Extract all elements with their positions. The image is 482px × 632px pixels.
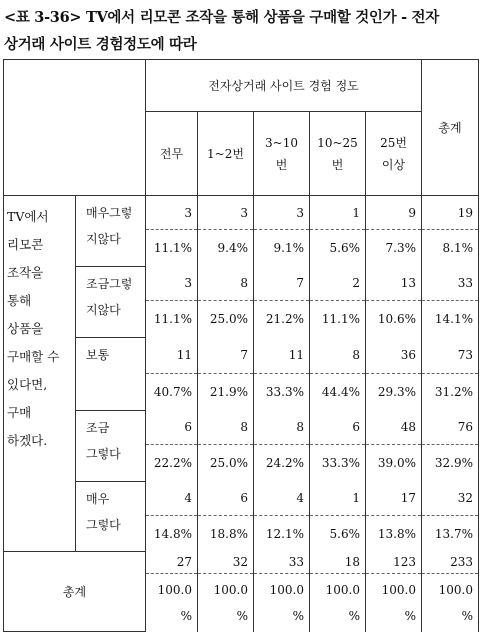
total-percent-cell [198, 574, 254, 632]
total-percent-sign: % [236, 608, 248, 623]
total-count-cell: 18 [310, 552, 366, 574]
percent-cell: 33.3% [310, 445, 366, 482]
percent-cell: 11.1% [146, 301, 198, 338]
total-header: 총계 [422, 60, 479, 196]
group-header: 전자상거래 사이트 경험 정도 [146, 60, 422, 112]
count-cell: 33 [422, 267, 479, 301]
row-label-line: 매우그렇 [86, 206, 133, 220]
row-label-line: 지않다 [86, 303, 121, 317]
row-label-line: 지않다 [86, 232, 121, 246]
total-count-cell: 33 [254, 552, 310, 574]
percent-cell: 14.1% [422, 301, 479, 338]
total-percent-value: 100.0 [213, 582, 248, 597]
total-percent-value: 100.0 [381, 582, 416, 597]
total-row [4, 552, 479, 574]
count-cell: 11 [254, 338, 310, 374]
total-percent-cell [366, 574, 422, 632]
table-row [4, 482, 479, 516]
percent-cell: 21.2% [254, 301, 310, 338]
percent-cell: 10.6% [366, 301, 422, 338]
percent-cell: 32.9% [422, 445, 479, 482]
total-count-cell: 123 [366, 552, 422, 574]
question-line: 조작을 [7, 265, 44, 280]
question-line: 리모콘 [7, 237, 44, 252]
percent-cell: 13.7% [422, 516, 479, 552]
count-cell: 3 [198, 196, 254, 230]
percent-cell: 24.2% [254, 445, 310, 482]
percent-cell: 9.1% [254, 230, 310, 267]
corner-cell [4, 60, 146, 196]
count-cell: 13 [366, 267, 422, 301]
count-cell: 8 [198, 267, 254, 301]
total-percent-value: 100.0 [438, 582, 473, 597]
total-percent-cell [146, 574, 198, 632]
total-count-cell: 32 [198, 552, 254, 574]
count-cell: 3 [146, 196, 198, 230]
question-line: 하겠다. [7, 433, 48, 448]
count-cell: 19 [422, 196, 479, 230]
table-row [4, 338, 479, 374]
count-cell: 73 [422, 338, 479, 374]
total-percent-cell [254, 574, 310, 632]
percent-cell: 39.0% [366, 445, 422, 482]
question-line: 구매할 수 [7, 349, 60, 364]
percent-cell: 13.8% [366, 516, 422, 552]
percent-cell: 25.0% [198, 301, 254, 338]
count-cell: 76 [422, 411, 479, 445]
row-label-line: 그렇다 [86, 518, 121, 532]
total-percent-sign: % [404, 608, 416, 623]
count-cell: 8 [198, 411, 254, 445]
total-count-cell: 233 [422, 552, 479, 574]
count-cell: 6 [198, 482, 254, 516]
count-cell: 7 [254, 267, 310, 301]
row-label-line: 그렇다 [86, 447, 121, 461]
crosstab-table [3, 59, 479, 632]
percent-cell: 44.4% [310, 374, 366, 411]
count-cell: 6 [146, 411, 198, 445]
percent-cell: 11.1% [146, 230, 198, 267]
table-row [4, 267, 479, 301]
percent-cell: 33.3% [254, 374, 310, 411]
percent-cell: 22.2% [146, 445, 198, 482]
row-label [76, 267, 146, 338]
percent-cell: 5.6% [310, 516, 366, 552]
total-label: 총계 [4, 552, 146, 632]
question-line: 상품을 [7, 321, 44, 336]
table-row [4, 196, 479, 230]
total-percent-cell [310, 574, 366, 632]
col-header: 25번 이상 [366, 112, 422, 196]
count-cell: 3 [146, 267, 198, 301]
total-percent-sign: % [292, 608, 304, 623]
total-percent-value: 100.0 [269, 582, 304, 597]
row-label [76, 411, 146, 482]
total-percent-cell [422, 574, 479, 632]
table-caption [4, 4, 478, 58]
percent-cell: 31.2% [422, 374, 479, 411]
total-percent-sign: % [348, 608, 360, 623]
row-label-line: 조금그렇 [86, 277, 133, 291]
row-label-line: 조금 [86, 421, 110, 435]
count-cell: 4 [254, 482, 310, 516]
row-label [76, 196, 146, 267]
percent-cell: 21.9% [198, 374, 254, 411]
count-cell: 36 [366, 338, 422, 374]
count-cell: 3 [254, 196, 310, 230]
col-header: 1~2번 [198, 112, 254, 196]
total-percent-value: 100.0 [325, 582, 360, 597]
question-line: 있다면, [7, 377, 48, 392]
caption-line-1: <표 3-36> TV에서 리모콘 조작을 통해 상품을 구매할 것인가 - 전자 [4, 9, 439, 26]
percent-cell: 18.8% [198, 516, 254, 552]
question-line: 통해 [7, 293, 32, 308]
count-cell: 4 [146, 482, 198, 516]
count-cell: 7 [198, 338, 254, 374]
question-line: 구매 [7, 405, 32, 420]
row-label [76, 338, 146, 411]
count-cell: 11 [146, 338, 198, 374]
count-cell: 2 [310, 267, 366, 301]
caption-line-2: 상거래 사이트 경험정도에 따라 [4, 36, 197, 53]
count-cell: 6 [310, 411, 366, 445]
percent-cell: 14.8% [146, 516, 198, 552]
question-line: TV에서 [7, 209, 49, 224]
count-cell: 1 [310, 196, 366, 230]
count-cell: 8 [254, 411, 310, 445]
question-cell [4, 196, 76, 552]
count-cell: 9 [366, 196, 422, 230]
percent-cell: 11.1% [310, 301, 366, 338]
percent-cell: 7.3% [366, 230, 422, 267]
total-count-cell: 27 [146, 552, 198, 574]
percent-cell: 25.0% [198, 445, 254, 482]
table-row [4, 411, 479, 445]
total-percent-sign: % [461, 608, 473, 623]
percent-cell: 8.1% [422, 230, 479, 267]
count-cell: 48 [366, 411, 422, 445]
count-cell: 8 [310, 338, 366, 374]
total-percent-value: 100.0 [157, 582, 192, 597]
row-label-line: 매우 [86, 492, 110, 506]
count-cell: 17 [366, 482, 422, 516]
total-percent-sign: % [180, 608, 192, 623]
percent-cell: 9.4% [198, 230, 254, 267]
percent-cell: 40.7% [146, 374, 198, 411]
col-header: 전무 [146, 112, 198, 196]
col-header: 10~25 번 [310, 112, 366, 196]
col-header: 3~10 번 [254, 112, 310, 196]
count-cell: 32 [422, 482, 479, 516]
count-cell: 1 [310, 482, 366, 516]
percent-cell: 5.6% [310, 230, 366, 267]
row-label [76, 482, 146, 552]
percent-cell: 12.1% [254, 516, 310, 552]
row-label-line: 보통 [86, 348, 110, 362]
percent-cell: 29.3% [366, 374, 422, 411]
